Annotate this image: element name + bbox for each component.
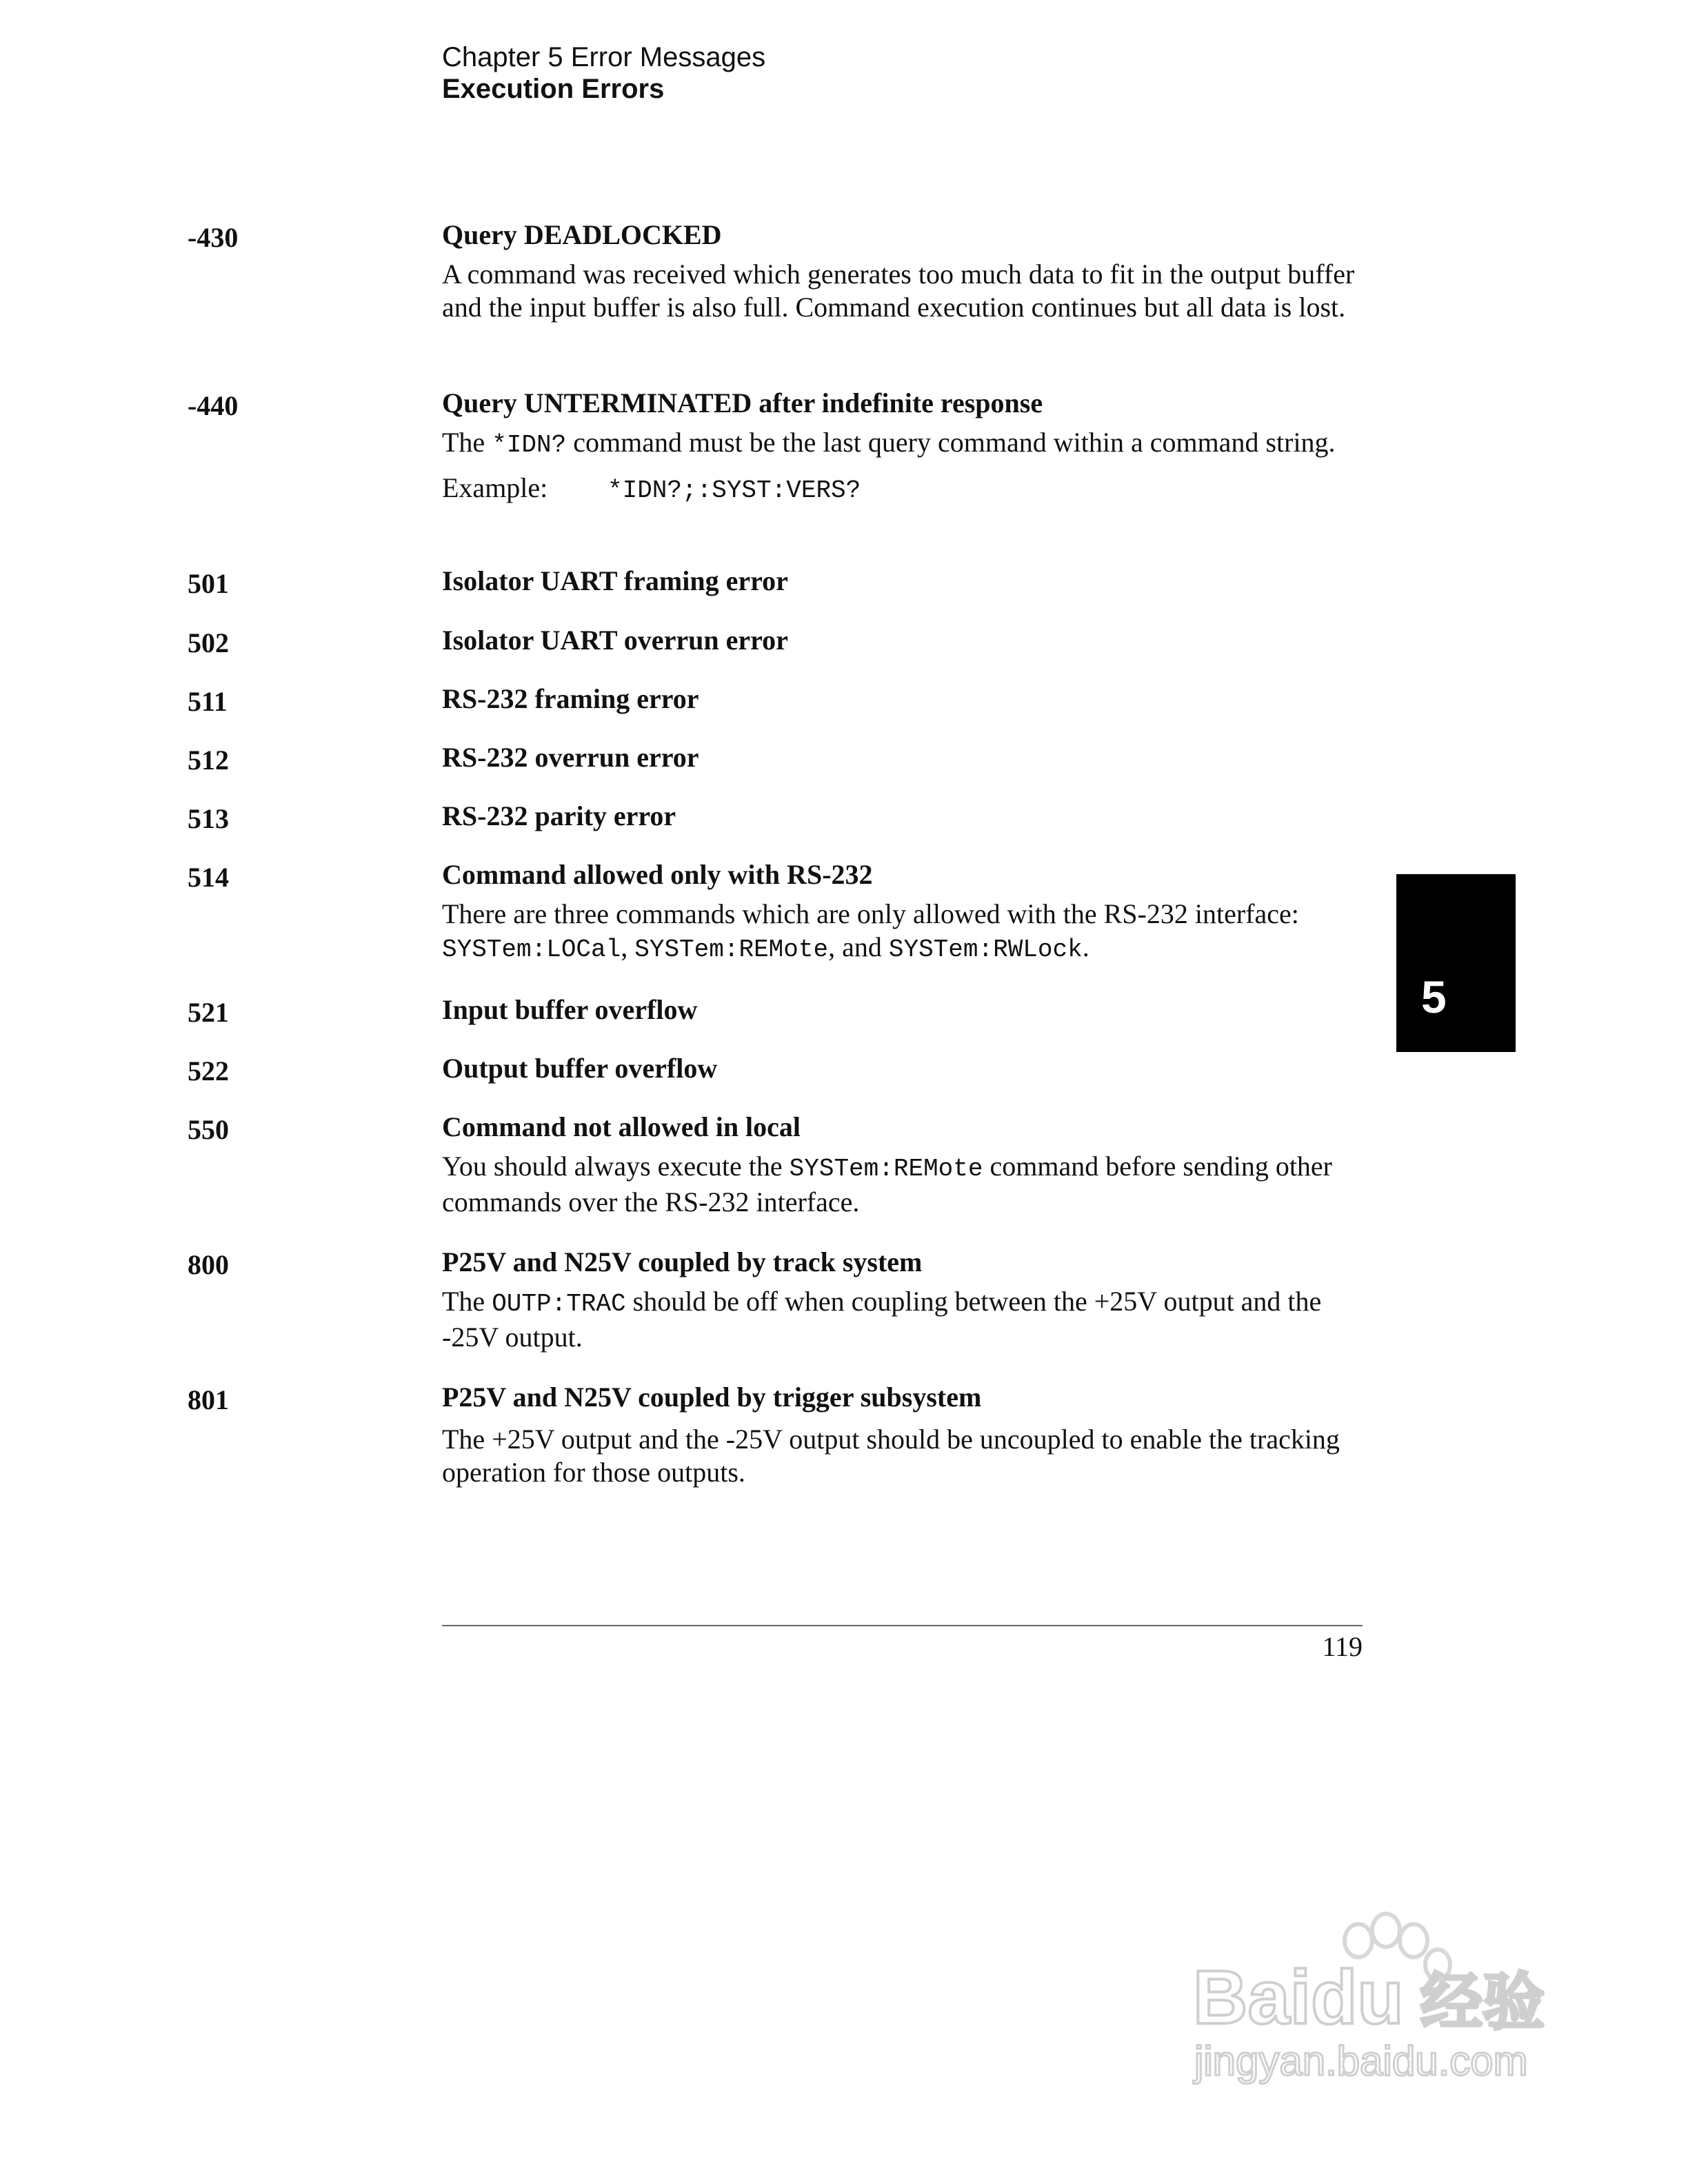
error-title: Isolator UART framing error: [442, 565, 788, 596]
error-title: Command allowed only with RS-232: [442, 859, 873, 890]
error-code: 511: [188, 686, 228, 717]
baidu-watermark: [1186, 1910, 1586, 2089]
example-line: [442, 472, 1366, 507]
error-body: [442, 742, 1366, 774]
error-body: [442, 800, 1366, 832]
error-body: [442, 1111, 1366, 1219]
error-code: 522: [188, 1055, 229, 1086]
error-description: The OUTP:TRAC should be off when coupling between the +25V output and the -25V output.: [442, 1286, 1322, 1353]
error-description: There are three commands which are only allowed with the RS-232 interface: SYSTem:LOCal, SYSTem:REMote, and SYSTem:RWLock.: [442, 898, 1299, 964]
error-title: Query DEADLOCKED: [442, 219, 722, 250]
chapter-tab: [1396, 874, 1516, 1052]
command-code: SYSTem:RWLock: [888, 936, 1083, 964]
chapter-tab-label: 5: [1421, 971, 1447, 1022]
error-code: 502: [188, 627, 229, 658]
footer-divider: [442, 1625, 1363, 1626]
error-title: Isolator UART overrun error: [442, 625, 788, 656]
error-title: RS-232 parity error: [442, 800, 676, 831]
error-body: [442, 625, 1366, 656]
error-body: [442, 1382, 1366, 1489]
error-body: [442, 1246, 1366, 1354]
error-title: RS-232 overrun error: [442, 742, 699, 773]
error-code: 512: [188, 745, 229, 776]
example-value: *IDN?;:SYST:VERS?: [607, 476, 861, 505]
watermark-brand: Baidu: [1193, 1955, 1404, 2040]
error-body: [442, 565, 1366, 597]
error-title: Output buffer overflow: [442, 1053, 718, 1084]
error-title: P25V and N25V coupled by trigger subsystem: [442, 1382, 982, 1413]
error-code: -430: [188, 222, 239, 253]
example-label: Example:: [442, 472, 548, 503]
error-title: Query UNTERMINATED after indefinite response: [442, 387, 1043, 418]
command-code: OUTP:TRAC: [492, 1290, 626, 1318]
section-title: Execution Errors: [442, 74, 665, 104]
error-body: [442, 683, 1366, 715]
watermark-suffix: 经验: [1420, 1966, 1545, 2039]
error-code: 513: [188, 803, 229, 834]
error-body: [442, 219, 1366, 324]
error-title: RS-232 framing error: [442, 683, 699, 714]
error-description: You should always execute the SYSTem:REMote command before sending other commands over the RS-232 interface.: [442, 1151, 1333, 1217]
error-description: A command was received which generates too much data to fit in the output buffer and the input buffer is also full. Command execution continues but all data is lost.: [442, 259, 1355, 323]
error-code: 550: [188, 1114, 229, 1145]
command-code: SYSTem:LOCal: [442, 936, 621, 964]
error-code: 801: [188, 1384, 229, 1415]
error-code: 521: [188, 997, 229, 1028]
page-number: 119: [1322, 1631, 1363, 1662]
error-description: The *IDN? command must be the last query command within a command string.: [442, 427, 1336, 459]
error-title: Input buffer overflow: [442, 994, 698, 1025]
command-code: *IDN?: [492, 431, 567, 459]
error-title: Command not allowed in local: [442, 1111, 801, 1142]
chapter-title: Chapter 5 Error Messages: [442, 42, 766, 72]
error-code: 501: [188, 568, 229, 599]
command-code: SYSTem:REMote: [634, 936, 829, 964]
error-body: [442, 1053, 1366, 1084]
error-title: P25V and N25V coupled by track system: [442, 1246, 923, 1277]
error-code: 514: [188, 862, 229, 893]
error-body: [442, 994, 1366, 1026]
error-body: [442, 387, 1366, 507]
error-code: -440: [188, 390, 239, 421]
error-code: 800: [188, 1249, 229, 1280]
page-header: [442, 41, 765, 105]
error-description: The +25V output and the -25V output should be uncoupled to enable the tracking operation for those outputs.: [442, 1424, 1340, 1488]
watermark-url: jingyan.baidu.com: [1194, 2038, 1528, 2084]
error-body: [442, 859, 1366, 967]
command-code: SYSTem:REMote: [789, 1155, 983, 1183]
